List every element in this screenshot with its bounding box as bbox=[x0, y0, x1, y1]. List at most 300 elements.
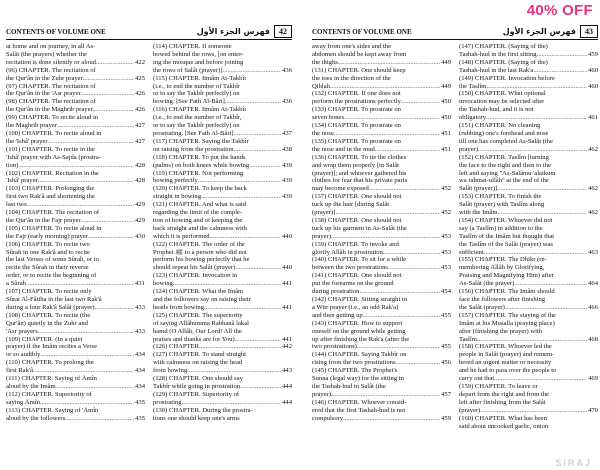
left-page-header bbox=[6, 24, 292, 40]
dot-leader bbox=[514, 280, 587, 288]
toc-entry-line bbox=[6, 375, 145, 383]
dot-leader bbox=[56, 383, 134, 391]
toc-entry-line bbox=[153, 98, 292, 106]
toc-entry-text: face the followers after finishing bbox=[459, 296, 546, 303]
toc-entry-line bbox=[459, 225, 598, 233]
toc-entry-text: (140) CHAPTER. To sit for a while bbox=[312, 256, 407, 264]
toc-entry-text: 'Ishâ' prayer bbox=[6, 177, 38, 185]
toc-entry-line bbox=[6, 138, 145, 146]
toc-entry-text: bowing. [See Fath Al-Bâri] bbox=[153, 98, 225, 106]
toc-page-number: 433 bbox=[135, 303, 145, 311]
toc-page-number: 456 bbox=[441, 359, 451, 367]
toc-entry-text: (112) CHAPTER. Superiority of bbox=[6, 390, 92, 398]
dot-leader bbox=[96, 304, 134, 312]
toc-entry-line bbox=[459, 264, 598, 272]
toc-entry-text: (108) CHAPTER. To recite (the bbox=[6, 311, 91, 319]
toc-entry-line bbox=[6, 162, 145, 170]
toc-entry-text: Tashah-hud in the last Rak'a bbox=[459, 66, 534, 74]
toc-entry-text: Salât (the prayers) whether the bbox=[6, 50, 87, 58]
toc-entry-line bbox=[459, 177, 598, 185]
toc-entry-text: the Fajr (early morning) prayer. bbox=[6, 232, 90, 240]
toc-entry-line bbox=[6, 193, 145, 201]
dot-leader bbox=[533, 67, 587, 75]
toc-entry-line bbox=[459, 351, 598, 359]
toc-entry-line bbox=[153, 241, 292, 249]
dot-leader bbox=[84, 75, 134, 83]
watermark: SIRAJ bbox=[555, 458, 592, 468]
toc-entry-text: the thighs bbox=[312, 58, 338, 66]
toc-entry-line bbox=[459, 43, 598, 51]
toc-entry-text: (107) CHAPTER. To recite only bbox=[6, 288, 92, 296]
toc-entry-text: (121) CHAPTER. And what is said bbox=[153, 201, 247, 209]
toc-entry-text: (135) CHAPTER. To prostrate on bbox=[312, 137, 401, 145]
dot-leader bbox=[343, 415, 440, 423]
toc-page-number: 441 bbox=[282, 303, 292, 311]
toc-entry-text: (136) CHAPTER. To tie the clothes bbox=[312, 153, 407, 161]
toc-entry-line bbox=[459, 415, 598, 423]
toc-entry-text: (104) CHAPTER. The recitation of bbox=[6, 209, 100, 217]
toc-entry-line bbox=[6, 98, 145, 106]
toc-entry-line bbox=[459, 146, 598, 154]
toc-page-number: 450 bbox=[441, 114, 451, 122]
toc-entry-text: (120) CHAPTER. To keep the back bbox=[153, 185, 247, 193]
toc-entry-text: with calmness on raising the head bbox=[153, 359, 243, 367]
toc-page-number: 453 bbox=[441, 264, 451, 272]
toc-entry-line bbox=[312, 328, 451, 336]
toc-entry-line bbox=[153, 154, 292, 162]
toc-entry-text: (101) CHAPTER. To recite in the bbox=[6, 145, 95, 153]
toc-entry-text: (129) CHAPTER. Superiority of bbox=[153, 390, 240, 398]
toc-entry-line bbox=[6, 304, 145, 312]
toc-entry-text: should repeat his Salât (prayer). bbox=[153, 264, 238, 272]
toc-page-number: 434 bbox=[135, 367, 145, 375]
toc-entry-text: Sûrah in one Rak'â and to recite bbox=[6, 248, 90, 256]
toc-entry-line bbox=[153, 407, 292, 415]
toc-entry-text: put the forearms on the ground bbox=[312, 280, 394, 288]
toc-entry-text: (124) CHAPTER. What the Imâm bbox=[153, 288, 244, 296]
toc-entry-line bbox=[6, 170, 145, 178]
toc-entry-line bbox=[459, 67, 598, 75]
toc-entry-line bbox=[153, 249, 292, 257]
toc-page-number: 450 bbox=[441, 98, 451, 106]
toc-entry-line bbox=[459, 233, 598, 241]
toc-entry-text: the face to the right and then to the bbox=[459, 161, 551, 169]
toc-entry-line bbox=[312, 43, 451, 51]
toc-entry-line bbox=[459, 359, 598, 367]
toc-entry-text: (125) CHAPTER. The superiority bbox=[153, 311, 243, 319]
toc-page-number: 459 bbox=[588, 50, 598, 58]
toc-entry-text: (102) CHAPTER. Recitation in the bbox=[6, 169, 99, 177]
toc-entry-line bbox=[153, 185, 292, 193]
toc-entry-line bbox=[459, 256, 598, 264]
toc-page-number: 449 bbox=[441, 58, 451, 66]
toc-entry-line bbox=[6, 288, 145, 296]
toc-entry-line bbox=[153, 114, 292, 122]
dot-leader bbox=[330, 83, 440, 91]
toc-entry-text: (i.e., to end the number of Takbîr, bbox=[153, 114, 242, 122]
toc-entry-text: (i.e., to end the number of Takbîr bbox=[153, 82, 241, 90]
dot-leader bbox=[375, 146, 440, 154]
toc-page-number: 439 bbox=[282, 177, 292, 185]
toc-entry-line bbox=[6, 272, 145, 280]
toc-entry-text: the nose bbox=[312, 129, 334, 137]
toc-entry-line bbox=[459, 304, 598, 312]
toc-entry-text: recite the Sûrah in their reverse bbox=[6, 264, 89, 272]
toc-page-number: 427 bbox=[135, 122, 145, 130]
toc-entry-line bbox=[153, 225, 292, 233]
toc-entry-line bbox=[6, 312, 145, 320]
toc-page-number: 470 bbox=[588, 406, 598, 414]
toc-page-number: 438 bbox=[282, 145, 292, 153]
toc-entry-text: two prostrations) bbox=[312, 343, 357, 351]
toc-entry-line bbox=[6, 51, 145, 59]
toc-entry-line bbox=[153, 138, 292, 146]
toc-page-number: 457 bbox=[441, 390, 451, 398]
toc-entry-text: (113) CHAPTER. Saying of 'Âmîn bbox=[6, 406, 99, 414]
toc-entry-text: (prayer) bbox=[459, 406, 481, 414]
dot-leader bbox=[98, 59, 135, 67]
toc-page-number: 441 bbox=[282, 280, 292, 288]
toc-entry-text: order, or to recite the beginning of bbox=[6, 272, 97, 280]
left-header-arabic-title: فهرس الجزء الأول bbox=[196, 27, 270, 36]
toc-entry-text: (138) CHAPTER. One should not bbox=[312, 216, 402, 224]
dot-leader bbox=[48, 138, 135, 146]
dot-leader bbox=[480, 407, 587, 415]
toc-entry-line bbox=[459, 312, 598, 320]
toc-entry-line bbox=[459, 391, 598, 399]
toc-entry-line bbox=[312, 122, 451, 130]
toc-entry-text: the 'Ishâ' prayer bbox=[6, 137, 48, 145]
toc-page-number: 431 bbox=[135, 280, 145, 288]
toc-entry-text: (157) CHAPTER. The staying of the bbox=[459, 311, 556, 319]
toc-entry-line bbox=[153, 217, 292, 225]
toc-entry-line bbox=[459, 383, 598, 391]
toc-entry-text: (151) CHAPTER. No cleaning bbox=[459, 122, 541, 130]
toc-entry-line bbox=[153, 67, 292, 75]
toc-entry-line bbox=[312, 170, 451, 178]
toc-entry-line bbox=[6, 399, 145, 407]
toc-entry-line bbox=[459, 367, 598, 375]
toc-entry-text: membering Allâh by Glorifying, bbox=[459, 264, 545, 272]
toc-entry-text: tuck up the hair [during Salât bbox=[312, 201, 390, 209]
toc-entry-line bbox=[312, 162, 451, 170]
toc-entry-line bbox=[153, 209, 292, 217]
toc-entry-line bbox=[153, 146, 292, 154]
toc-entry-text: Prophet ﷺ to a person who did not bbox=[153, 248, 247, 256]
toc-entry-text: (96) CHAPTER. The recitation of bbox=[6, 66, 96, 74]
toc-page-number: 430 bbox=[135, 232, 145, 240]
toc-entry-text: (116) CHAPTER. Itmâm At-Takbîr bbox=[153, 106, 247, 114]
toc-page-number: 436 bbox=[282, 66, 292, 74]
toc-entry-text: the rows of Salât (prayer)] bbox=[153, 66, 223, 74]
toc-page-number: 451 bbox=[441, 129, 451, 137]
dot-leader bbox=[173, 280, 281, 288]
toc-page-number: 451 bbox=[441, 145, 451, 153]
toc-entry-line bbox=[153, 177, 292, 185]
toc-entry-line bbox=[459, 423, 598, 431]
toc-page-number: 434 bbox=[135, 382, 145, 390]
toc-entry-line bbox=[153, 328, 292, 336]
dot-leader bbox=[357, 343, 440, 351]
dot-leader bbox=[235, 146, 281, 154]
toc-entry-text: straight in bowing bbox=[153, 193, 201, 201]
toc-entry-text: sufficient bbox=[459, 248, 484, 256]
toc-entry-text: away from one's sides and the bbox=[312, 43, 392, 50]
right-page bbox=[312, 24, 598, 464]
dot-leader bbox=[210, 233, 282, 241]
toc-entry-line bbox=[6, 59, 145, 67]
toc-entry-text: tion of bowing and of keeping the bbox=[153, 216, 243, 224]
toc-page-number: 444 bbox=[282, 398, 292, 406]
toc-entry-line bbox=[459, 83, 598, 91]
toc-entry-text: (159) CHAPTER. To leave or bbox=[459, 382, 538, 390]
dot-leader bbox=[18, 162, 134, 170]
toc-entry-line bbox=[6, 264, 145, 272]
toc-entry-text: a Sûrah bbox=[6, 280, 26, 288]
left-header-title: CONTENTS OF VOLUME ONE bbox=[6, 27, 106, 36]
toc-entry-text: (106) CHAPTER. To recite two bbox=[6, 240, 90, 248]
toc-entry-text: the last Verses of some Sûrah, or to bbox=[6, 256, 99, 264]
toc-entry-line bbox=[312, 296, 451, 304]
toc-entry-line bbox=[312, 367, 451, 375]
toc-entry-text: tion) bbox=[6, 161, 19, 169]
toc-entry-text: (143) CHAPTER. How to support bbox=[312, 319, 403, 327]
toc-entry-line bbox=[6, 415, 145, 423]
dot-leader bbox=[65, 415, 134, 423]
toc-entry-text: glorify Allâh in prostration bbox=[312, 248, 383, 256]
toc-page-number: 462 bbox=[588, 185, 598, 193]
toc-page-number: 422 bbox=[135, 58, 145, 66]
toc-entry-line bbox=[6, 328, 145, 336]
toc-entry-line bbox=[153, 130, 292, 138]
toc-entry-text: the Maghrib prayer bbox=[6, 122, 57, 130]
toc-entry-text: or to say the Takbîr perfectly) on bbox=[153, 90, 240, 98]
toc-entry-line bbox=[459, 280, 598, 288]
toc-entry-text: (142) CHAPTER. Sitting straight in bbox=[312, 296, 408, 303]
toc-entry-text: Sunna (legal way) for the sitting in bbox=[312, 375, 404, 383]
toc-entry-text: (100) CHAPTER. To recite aloud in bbox=[6, 129, 102, 137]
toc-entry-text: and the followers say on raising their bbox=[153, 296, 251, 303]
dot-leader bbox=[26, 280, 134, 288]
right-page-header bbox=[312, 24, 598, 40]
dot-leader bbox=[338, 59, 440, 67]
toc-entry-text: (103) CHAPTER. Prolonging the bbox=[6, 185, 95, 193]
toc-entry-text: left and saying "As-Salâmu 'alaikum bbox=[459, 169, 556, 177]
toc-entry-text: Sûrat Al-Fâtiha in the last two Rak'â bbox=[6, 296, 102, 303]
toc-page-number: 440 bbox=[282, 264, 292, 272]
toc-entry-text: (149) CHAPTER. Invocation before bbox=[459, 74, 555, 82]
toc-entry-text: (111) CHAPTER. Saying of Âmîn bbox=[6, 375, 97, 383]
toc-entry-text: (148) CHAPTER. (Saying of the) bbox=[459, 58, 548, 66]
right-page-number: 43 bbox=[580, 25, 598, 38]
toc-entry-text: tuck up his garment in As-Salât (the bbox=[312, 224, 407, 232]
toc-entry-text: perform the prostrations perfectly. bbox=[312, 98, 403, 106]
toc-entry-line bbox=[6, 217, 145, 225]
toc-entry-line bbox=[459, 193, 598, 201]
toc-entry-line bbox=[312, 75, 451, 83]
toc-entry-text: at home and on journey, in all As- bbox=[6, 43, 96, 50]
toc-page-number: 452 bbox=[441, 185, 451, 193]
toc-entry-line bbox=[459, 114, 598, 122]
toc-entry-line bbox=[312, 114, 451, 122]
toc-entry-line bbox=[153, 367, 292, 375]
toc-entry-text: the Qur'ân in the Maghrib prayer. bbox=[6, 106, 94, 114]
dot-leader bbox=[359, 288, 440, 296]
dot-leader bbox=[223, 67, 282, 75]
toc-entry-text: and then getting up bbox=[312, 311, 363, 319]
toc-entry-text: bowing bbox=[153, 280, 173, 288]
dot-leader bbox=[497, 185, 587, 193]
toc-entry-line bbox=[312, 130, 451, 138]
toc-entry-line bbox=[459, 130, 598, 138]
dot-leader bbox=[187, 367, 281, 375]
toc-entry-line bbox=[153, 280, 292, 288]
toc-entry-text: the Salât (prayer) bbox=[459, 303, 505, 311]
toc-entry-text: (105) CHAPTER. To recite aloud in bbox=[6, 224, 102, 232]
toc-entry-text: which it is performed bbox=[153, 232, 210, 240]
toc-entry-line bbox=[312, 146, 451, 154]
toc-entry-line bbox=[459, 320, 598, 328]
toc-entry-text: bowed behind the rows, [on enter- bbox=[153, 50, 244, 58]
toc-page-number: 440 bbox=[282, 232, 292, 240]
toc-entry-line bbox=[6, 75, 145, 83]
toc-entry-line bbox=[153, 43, 292, 51]
toc-entry-line bbox=[312, 59, 451, 67]
toc-entry-text: (123) CHAPTER. Invocation in bbox=[153, 272, 238, 280]
toc-entry-line bbox=[312, 51, 451, 59]
toc-page-number: 426 bbox=[135, 106, 145, 114]
toc-entry-text: (99) CHAPTER. To recite aloud in bbox=[6, 114, 99, 122]
toc-entry-text: wa rahmat-ullâh" at the end of the bbox=[459, 177, 549, 185]
toc-entry-text: (119) CHAPTER. Not performing bbox=[153, 169, 244, 177]
toc-entry-line bbox=[6, 83, 145, 91]
toc-entry-line bbox=[153, 336, 292, 344]
toc-entry-line bbox=[312, 256, 451, 264]
dot-leader bbox=[237, 264, 281, 272]
toc-page-number: 428 bbox=[135, 161, 145, 169]
toc-page-number: 425 bbox=[135, 74, 145, 82]
dot-leader bbox=[363, 312, 440, 320]
dot-leader bbox=[27, 201, 134, 209]
toc-entry-line bbox=[6, 256, 145, 264]
toc-entry-line bbox=[153, 391, 292, 399]
toc-entry-line bbox=[459, 170, 598, 178]
toc-entry-text: (133) CHAPTER. To prostrate on bbox=[312, 106, 401, 114]
toc-page-number: 449 bbox=[441, 82, 451, 90]
toc-entry-line bbox=[153, 312, 292, 320]
toc-entry-text: on raising from the prostration. bbox=[153, 145, 236, 153]
toc-entry-text: saying Âmîn bbox=[6, 398, 40, 406]
toc-entry-line bbox=[153, 399, 292, 407]
toc-entry-line bbox=[312, 280, 451, 288]
toc-entry-text: and wrap them properly [in Salât bbox=[312, 161, 399, 169]
left-page-column-1 bbox=[6, 43, 145, 423]
dot-leader bbox=[486, 83, 587, 91]
toc-entry-text: and he had to pass over the people to bbox=[459, 367, 557, 375]
toc-entry-text: compulsory bbox=[312, 414, 344, 422]
toc-page-number: 461 bbox=[588, 114, 598, 122]
dot-leader bbox=[388, 264, 440, 272]
toc-entry-text: Taslîm bbox=[459, 335, 477, 343]
toc-entry-text: during a four Rak'â Salât (prayer). bbox=[6, 303, 97, 311]
toc-entry-text: (146) CHAPTER. Whoever consid- bbox=[312, 398, 407, 406]
toc-entry-line bbox=[153, 296, 292, 304]
toc-entry-line bbox=[6, 106, 145, 114]
toc-entry-text: people in Salât (prayer) and remem- bbox=[459, 351, 555, 359]
toc-entry-text: aloud by the followers bbox=[6, 414, 66, 422]
toc-entry-text: Tashah-hud in the first sitting. bbox=[459, 50, 539, 58]
toc-entry-text: the Qur'ân in the Zuhr prayer. bbox=[6, 74, 85, 82]
toc-entry-text: tions one should keep one's arms bbox=[153, 414, 240, 422]
toc-entry-text: during prostration bbox=[312, 288, 360, 296]
toc-entry-text: As-Salât (the prayer) bbox=[459, 280, 515, 288]
toc-entry-line bbox=[312, 407, 451, 415]
toc-entry-line bbox=[312, 193, 451, 201]
dot-leader bbox=[38, 328, 134, 336]
dot-leader bbox=[94, 106, 134, 114]
toc-entry-line bbox=[312, 304, 451, 312]
toc-entry-text: Qur'ân) quietly in the Zuhr and bbox=[6, 319, 88, 327]
dot-leader bbox=[225, 98, 281, 106]
toc-entry-line bbox=[312, 90, 451, 98]
toc-entry-line bbox=[153, 264, 292, 272]
toc-entry-line bbox=[153, 51, 292, 59]
dot-leader bbox=[199, 343, 281, 351]
dot-leader bbox=[331, 233, 440, 241]
toc-entry-line bbox=[153, 351, 292, 359]
toc-entry-line bbox=[6, 43, 145, 51]
toc-entry-line bbox=[6, 185, 145, 193]
toc-entry-text: bowing perfectly bbox=[153, 177, 198, 185]
toc-entry-text: or to say the Takbîr perfectly) on bbox=[153, 122, 240, 130]
toc-entry-line bbox=[312, 415, 451, 423]
toc-entry-line bbox=[6, 90, 145, 98]
toc-page-number: 460 bbox=[588, 82, 598, 90]
left-page bbox=[6, 24, 292, 464]
toc-entry-text: (158) CHAPTER. Whoever led the bbox=[459, 343, 552, 351]
toc-entry-line bbox=[459, 336, 598, 344]
toc-entry-line bbox=[153, 233, 292, 241]
dot-leader bbox=[40, 399, 134, 407]
toc-entry-line bbox=[459, 138, 598, 146]
toc-entry-line bbox=[459, 90, 598, 98]
toc-entry-line bbox=[459, 75, 598, 83]
toc-entry-text: Taslîm of the Imâm but thought that bbox=[459, 232, 555, 240]
toc-entry-line bbox=[153, 122, 292, 130]
toc-entry-text: (110) CHAPTER. To prolong the bbox=[6, 359, 94, 367]
toc-page-number: 462 bbox=[588, 209, 598, 217]
toc-entry-text: Takbîr while going in prostration bbox=[153, 382, 241, 390]
toc-entry-line bbox=[312, 177, 451, 185]
toc-entry-text: (145) CHAPTER. The Prophet's bbox=[312, 367, 398, 375]
toc-entry-line bbox=[153, 304, 292, 312]
toc-page-number: 468 bbox=[588, 335, 598, 343]
dot-leader bbox=[182, 399, 282, 407]
dot-leader bbox=[383, 249, 440, 257]
discount-badge: 40% OFF bbox=[524, 2, 596, 19]
toc-entry-line bbox=[6, 233, 145, 241]
toc-entry-line bbox=[6, 130, 145, 138]
toc-entry-text: (134) CHAPTER. To prostrate on bbox=[312, 122, 401, 130]
right-page-column-2 bbox=[459, 43, 598, 430]
toc-entry-line bbox=[312, 201, 451, 209]
toc-entry-text: (154) CHAPTER. Whoever did not bbox=[459, 216, 553, 224]
toc-entry-line bbox=[6, 280, 145, 288]
toc-entry-text: invocation may be selected after bbox=[459, 98, 545, 106]
toc-page-number: 433 bbox=[135, 327, 145, 335]
toc-entry-text: Salât (prayer) with Taslîm along bbox=[459, 201, 545, 209]
dot-leader bbox=[478, 146, 587, 154]
